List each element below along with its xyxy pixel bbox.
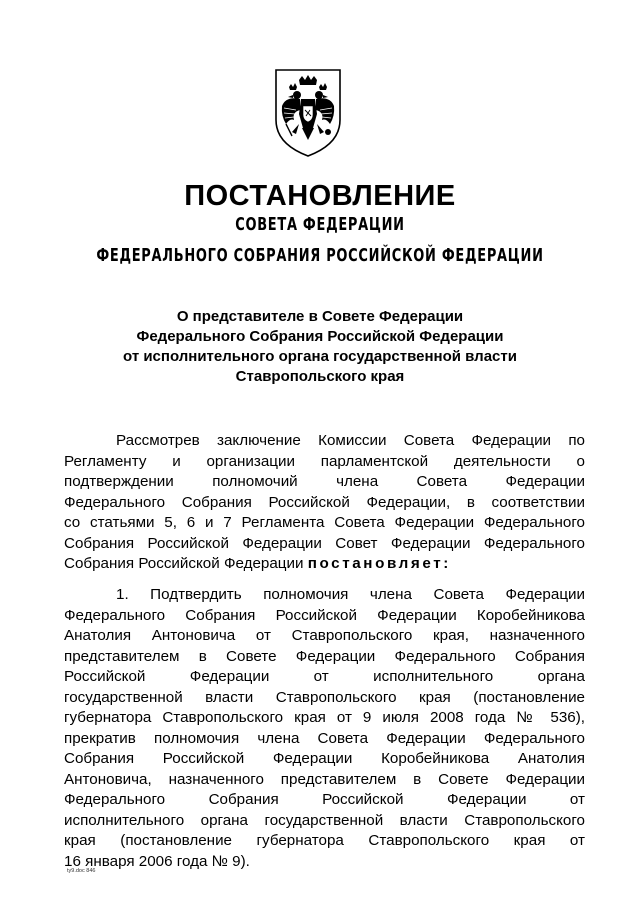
text-line: исполнительного органа государственной власти Ставропольского [64, 811, 585, 829]
item-1-paragraph [64, 585, 585, 872]
issuer-line-2: ФЕДЕРАЛЬНОГО СОБРАНИЯ РОССИЙСКОЙ ФЕДЕРАЦИИ [96, 245, 544, 266]
text-line: со статьями 5, 6 и 7 Регламента Совета Федерации Федерального [64, 514, 585, 531]
coat-of-arms-icon [272, 66, 344, 158]
text-line: государственной власти Ставропольского края (постановление [64, 688, 585, 706]
issuer-line-1: СОВЕТА ФЕДЕРАЦИИ [235, 214, 405, 235]
document-subject [0, 307, 640, 387]
text-line: 16 января 2006 года № 9). [64, 852, 250, 870]
subject-line: от исполнительного органа государственной власти [123, 348, 517, 365]
text-line: подтверждении полномочий члена Совета Федерации [64, 473, 585, 490]
text-line: Антоновича, назначенного представителем в Совете Федерации [64, 770, 585, 788]
text-line: Собрания Российской Федерации Совет Федерации Федерального [64, 534, 585, 552]
text-line: Федерального Собрания Российской Федерации от [64, 791, 585, 808]
text-line: Федерального Собрания Российской Федерации, в соответствии [64, 493, 585, 511]
decree-word: постановляет: [307, 555, 451, 572]
text-line: прекратив полномочия члена Совета Федерации Федерального [64, 729, 585, 747]
subject-line: Федерального Собрания Российской Федерации [136, 328, 504, 345]
preamble-paragraph [64, 431, 585, 575]
text-line: Российской Федерации от исполнительного органа [64, 668, 585, 685]
text-line: представителем в Совете Федерации Федерального Собрания [64, 647, 585, 665]
text-line: Федерального Собрания Российской Федерации Коробейникова [64, 606, 585, 624]
subject-line: Ставропольского края [235, 368, 405, 385]
document-title: ПОСТАНОВЛЕНИЕ [184, 180, 456, 212]
text-line: 1. Подтвердить полномочия члена Совета Федерации [116, 586, 585, 603]
text-line: Рассмотрев заключение Комиссии Совета Федерации по [116, 432, 585, 449]
text-line: Собрания Российской Федерации Коробейникова Анатолия [64, 750, 585, 767]
text-line [64, 554, 585, 575]
text-line: края (постановление губернатора Ставропольского края от [64, 832, 585, 849]
file-reference: ty9.doc 846 [67, 868, 96, 874]
subject-line: О представителе в Совете Федерации [176, 308, 464, 325]
text-fragment: Собрания Российской Федерации [64, 555, 304, 572]
text-line: губернатора Ставропольского края от 9 июля 2008 года № 536), [64, 709, 585, 726]
text-line: Регламенту и организации парламентской деятельности о [64, 452, 585, 470]
text-line: Анатолия Антоновича от Ставропольского края, назначенного [64, 627, 585, 644]
